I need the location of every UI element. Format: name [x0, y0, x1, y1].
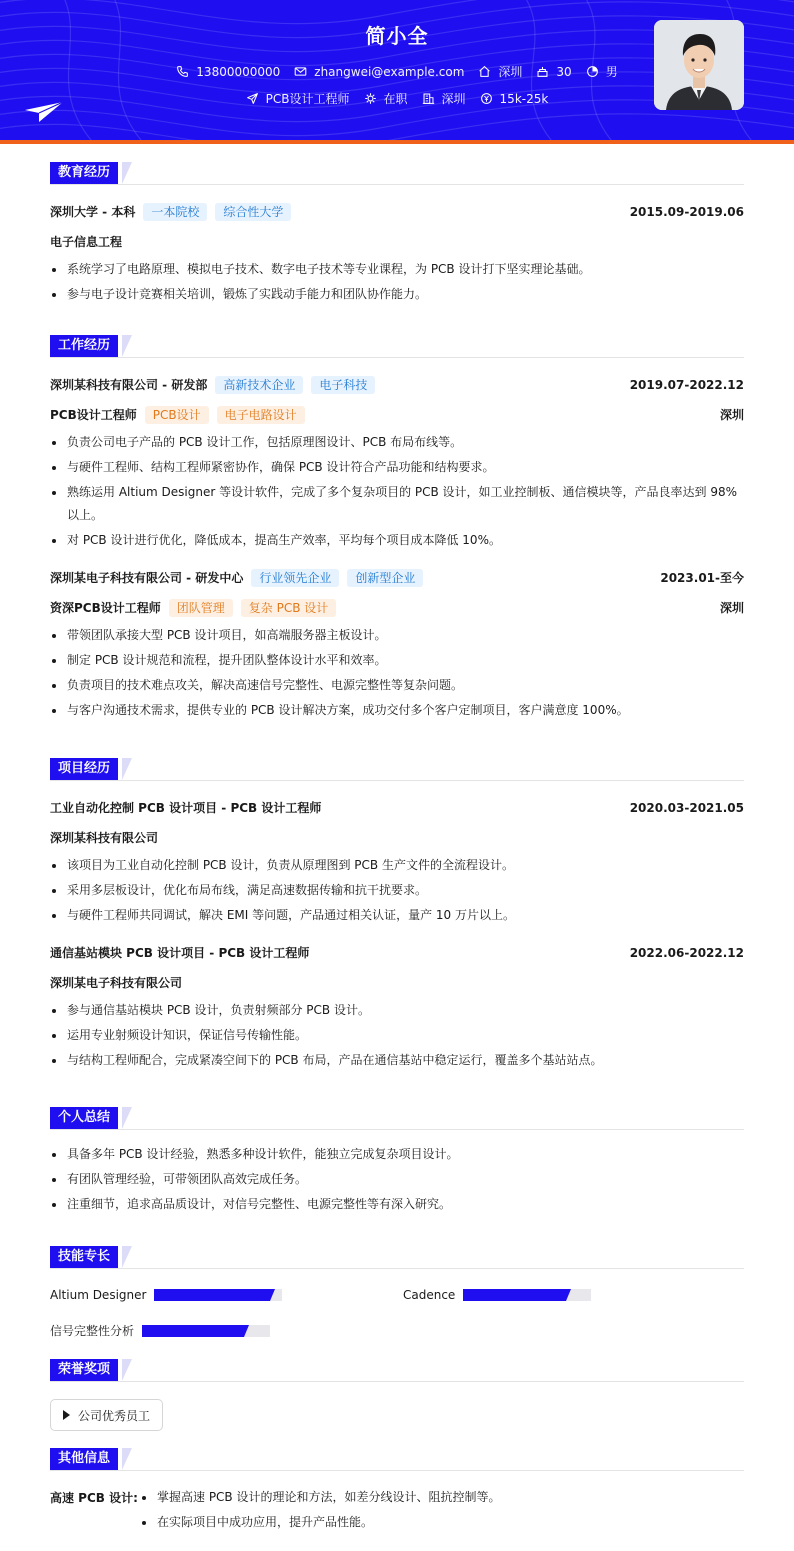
role-tag: 团队管理	[169, 599, 233, 617]
avatar	[654, 20, 744, 110]
section-header	[50, 1359, 744, 1382]
section-title: 荣誉奖项	[50, 1359, 118, 1381]
work-bullets	[50, 624, 744, 722]
email-item	[294, 65, 464, 79]
other-info-key: 高速 PCB 设计:	[50, 1491, 138, 1505]
summary-section	[50, 1107, 744, 1218]
section-title-tail	[122, 1107, 132, 1129]
status-icon	[364, 92, 377, 105]
project-name: 通信基站模块 PCB 设计项目 - PCB 设计工程师	[50, 946, 310, 960]
skill-bar	[154, 1289, 282, 1301]
home-icon	[478, 65, 491, 78]
skill-item	[50, 1288, 282, 1302]
projects-section	[50, 758, 744, 1074]
work-section	[50, 335, 744, 724]
section-title: 其他信息	[50, 1448, 118, 1470]
company-tag: 电子科技	[311, 376, 375, 394]
list-item: 注重细节，追求高品质设计，对信号完整性、电源完整性等有深入研究。	[50, 1193, 744, 1216]
award-name: 公司优秀员工	[78, 1408, 151, 1423]
section-title: 教育经历	[50, 162, 118, 184]
age-item	[536, 65, 571, 79]
project-bullets	[50, 854, 744, 927]
list-item: 运用专业射频设计知识，保证信号传输性能。	[50, 1024, 744, 1047]
work-bullets	[50, 431, 744, 552]
list-item: 与硬件工程师共同调试，解决 EMI 等问题，产品通过相关认证，量产 10 万片以上。	[50, 904, 744, 927]
school-tag: 一本院校	[143, 203, 207, 221]
role-tag: 电子电路设计	[217, 406, 305, 424]
section-header	[50, 1107, 744, 1130]
school-name: 深圳大学 - 本科	[50, 205, 136, 219]
skill-item	[50, 1322, 270, 1339]
list-item: 有团队管理经验，可带领团队高效完成任务。	[50, 1168, 744, 1191]
list-item: 系统学习了电路原理、模拟电子技术、数字电子技术等专业课程，为 PCB 设计打下坚实理论基础。	[50, 258, 744, 281]
section-header	[50, 162, 744, 185]
paper-plane-icon	[25, 100, 65, 124]
company-tag: 创新型企业	[347, 569, 423, 587]
list-item: 采用多层板设计，优化布局布线，满足高速数据传输和抗干扰要求。	[50, 879, 744, 902]
project-period: 2020.03-2021.05	[629, 801, 744, 815]
building-icon	[422, 92, 435, 105]
section-title-tail	[122, 1359, 132, 1381]
location-text: 深圳	[498, 65, 523, 79]
job-role: 资深PCB设计工程师	[50, 601, 161, 615]
project-company-row	[50, 823, 744, 853]
section-title-tail	[122, 1448, 132, 1470]
education-bullets	[50, 258, 744, 306]
list-item: 与客户沟通技术需求，提供专业的 PCB 设计解决方案，成功交付多个客户定制项目，客户满意度 100%。	[50, 699, 744, 722]
job-target-text: PCB设计工程师	[265, 92, 350, 106]
skill-bar-fill	[463, 1289, 565, 1301]
candidate-name: 简小全	[365, 24, 429, 48]
role-tag: 复杂 PCB 设计	[241, 599, 336, 617]
list-item: 熟练运用 Altium Designer 等设计软件，完成了多个复杂项目的 PCB 设计，如工业控制板、通信模块等，产品良率达到 98%以上。	[50, 481, 744, 527]
award-item	[50, 1399, 163, 1431]
skill-bar	[463, 1289, 591, 1301]
gender-text: 男	[605, 65, 618, 79]
work-entry-header	[50, 370, 744, 400]
send-icon	[246, 92, 259, 105]
company-tag: 行业领先企业	[251, 569, 339, 587]
education-entry-header	[50, 197, 744, 227]
skill-bar-fill	[154, 1289, 269, 1301]
work-period: 2019.07-2022.12	[629, 378, 744, 392]
list-item: 制定 PCB 设计规范和流程，提升团队整体设计水平和效率。	[50, 649, 744, 672]
salary-text: 15k-25k	[499, 91, 549, 106]
phone-text: 13800000000	[196, 64, 281, 79]
salary-item	[480, 92, 549, 106]
awards-section	[50, 1359, 744, 1431]
list-item: 对 PCB 设计进行优化，降低成本，提高生产效率，平均每个项目成本降低 10%。	[50, 529, 744, 552]
skills-section	[50, 1246, 744, 1346]
list-item: 带领团队承接大型 PCB 设计项目，如高端服务器主板设计。	[50, 624, 744, 647]
major-name: 电子信息工程	[50, 235, 123, 249]
salary-icon	[480, 92, 493, 105]
list-item: 具备多年 PCB 设计经验，熟悉多种设计软件，能独立完成复杂项目设计。	[50, 1143, 744, 1166]
skill-item	[403, 1288, 591, 1302]
phone-icon	[176, 65, 189, 78]
job-target-item	[246, 90, 350, 107]
role-row	[50, 593, 744, 623]
school-tag: 综合性大学	[215, 203, 291, 221]
section-title: 项目经历	[50, 758, 118, 780]
major-row	[50, 227, 744, 257]
project-name: 工业自动化控制 PCB 设计项目 - PCB 设计工程师	[50, 801, 322, 815]
project-period: 2022.06-2022.12	[629, 946, 744, 960]
company-name: 深圳某电子科技有限公司 - 研发中心	[50, 571, 244, 585]
project-company-row	[50, 968, 744, 998]
mail-icon	[294, 65, 307, 78]
resume-header	[0, 0, 794, 144]
job-status-item	[364, 90, 408, 107]
list-item: 该项目为工业自动化控制 PCB 设计，负责从原理图到 PCB 生产文件的全流程设计。	[50, 854, 744, 877]
list-item: 与硬件工程师、结构工程师紧密协作，确保 PCB 设计符合产品功能和结构要求。	[50, 456, 744, 479]
section-title: 个人总结	[50, 1107, 118, 1129]
job-status-text: 在职	[383, 92, 408, 106]
summary-bullets	[50, 1143, 744, 1216]
section-header	[50, 335, 744, 358]
list-item: 参与通信基站模块 PCB 设计，负责射频部分 PCB 设计。	[50, 999, 744, 1022]
age-icon	[536, 65, 549, 78]
location-item	[478, 63, 522, 80]
work-city: 深圳	[719, 601, 744, 615]
work-period: 2023.01-至今	[660, 571, 744, 585]
section-title-tail	[122, 758, 132, 780]
section-header	[50, 1246, 744, 1269]
age-text: 30	[556, 64, 572, 79]
gender-item	[586, 63, 618, 80]
education-period: 2015.09-2019.06	[629, 205, 744, 219]
education-section	[50, 162, 744, 308]
section-title: 技能专长	[50, 1246, 118, 1268]
work-city: 深圳	[719, 408, 744, 422]
section-title-tail	[122, 162, 132, 184]
gender-icon	[586, 65, 599, 78]
list-item: 在实际项目中成功应用，提升产品性能。	[140, 1511, 500, 1534]
target-city-text: 深圳	[441, 92, 466, 106]
list-item: 掌握高速 PCB 设计的理论和方法，如差分线设计、阻抗控制等。	[140, 1486, 500, 1509]
section-header	[50, 758, 744, 781]
target-city-item	[422, 90, 466, 107]
section-header	[50, 1448, 744, 1471]
company-tag: 高新技术企业	[215, 376, 303, 394]
triangle-right-icon	[63, 1410, 70, 1420]
company-name: 深圳某科技有限公司 - 研发部	[50, 378, 208, 392]
skill-name: Cadence	[403, 1288, 456, 1302]
list-item: 负责项目的技术难点攻关，解决高速信号完整性、电源完整性等复杂问题。	[50, 674, 744, 697]
phone-item	[176, 65, 280, 79]
project-bullets	[50, 999, 744, 1072]
work-entry-header	[50, 563, 744, 593]
skill-bar-fill	[142, 1325, 244, 1337]
project-company: 深圳某电子科技有限公司	[50, 976, 183, 990]
other-info-bullets	[140, 1485, 500, 1536]
project-company: 深圳某科技有限公司	[50, 831, 159, 845]
job-role: PCB设计工程师	[50, 408, 137, 422]
role-tag: PCB设计	[145, 406, 209, 424]
section-title-tail	[122, 335, 132, 357]
other-section	[50, 1448, 744, 1536]
email-text: zhangwei@example.com	[314, 64, 465, 79]
list-item: 与结构工程师配合，完成紧凑空间下的 PCB 布局，产品在通信基站中稳定运行，覆盖多个基站站点。	[50, 1049, 744, 1072]
section-title: 工作经历	[50, 335, 118, 357]
other-info-row	[50, 1485, 744, 1536]
role-row	[50, 400, 744, 430]
list-item: 参与电子设计竞赛相关培训，锻炼了实践动手能力和团队协作能力。	[50, 283, 744, 306]
section-title-tail	[122, 1246, 132, 1268]
project-entry-header	[50, 938, 744, 968]
skill-name: 信号完整性分析	[50, 1324, 135, 1338]
project-entry-header	[50, 793, 744, 823]
skill-name: Altium Designer	[50, 1288, 147, 1302]
skill-bar	[142, 1325, 270, 1337]
profile-photo	[654, 20, 744, 110]
list-item: 负责公司电子产品的 PCB 设计工作，包括原理图设计、PCB 布局布线等。	[50, 431, 744, 454]
